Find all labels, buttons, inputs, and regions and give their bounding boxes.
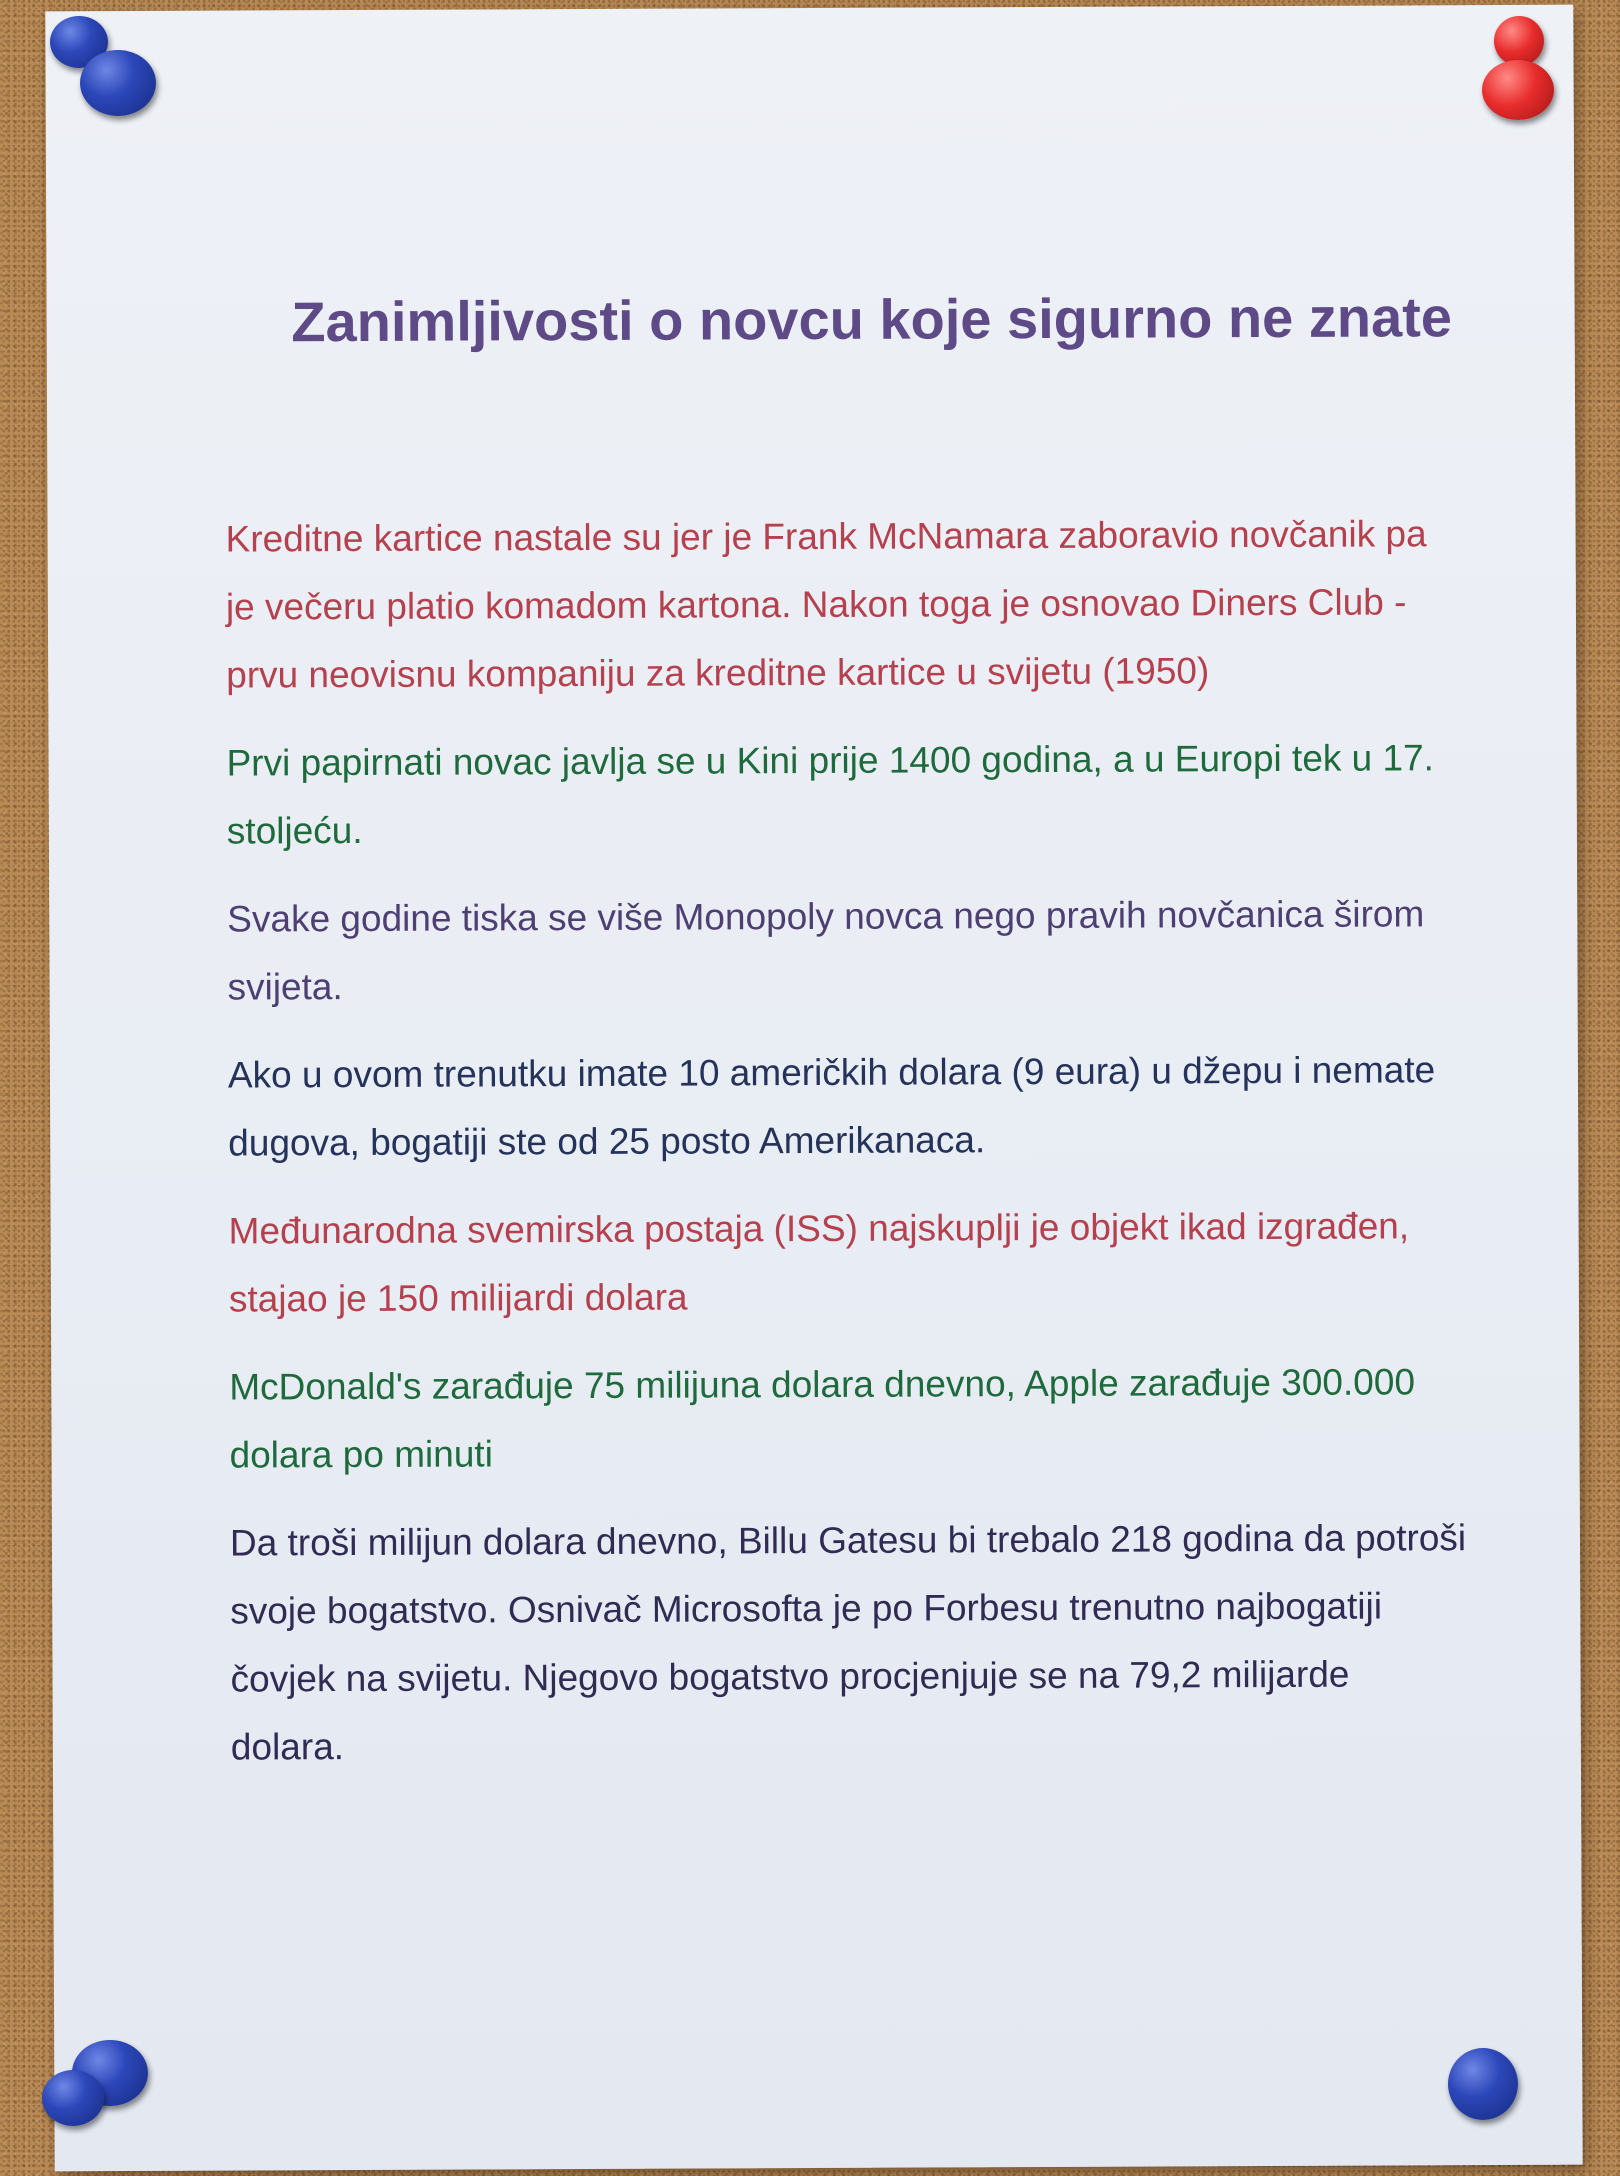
fact-iss-cost: Međunarodna svemirska postaja (ISS) najskuplji je objekt ikad izgrađen, stajao je 150 milijardi dolara (228, 1205, 1410, 1320)
pushpin-top-left-icon (50, 16, 160, 116)
facts-list (225, 500, 1471, 1801)
poster-sheet (45, 5, 1582, 2172)
fact-monopoly-money: Svake godine tiska se više Monopoly novca nego pravih novčanica širom svijeta. (227, 893, 1425, 1008)
fact-mcdonalds-apple: McDonald's zarađuje 75 milijuna dolara dnevno, Apple zarađuje 300.000 dolara po minuti (229, 1361, 1416, 1476)
pushpin-base (42, 2070, 104, 2126)
pushpin-bottom-left-icon (42, 2040, 148, 2130)
pushpin-head (1494, 16, 1544, 66)
pushpin-top-right-icon (1482, 16, 1556, 120)
fact-credit-cards: Kreditne kartice nastale su jer je Frank McNamara zaboravio novčanik pa je večeru platio komadom kartona. Nakon toga je osnovao Diners Club - prvu neovisnu kompaniju za kreditne kartice u svijetu (1950) (225, 513, 1427, 696)
pushpin-base (80, 50, 156, 116)
fact-paper-money: Prvi papirnati novac javlja se u Kini prije 1400 godina, a u Europi tek u 17. stoljeću. (226, 737, 1434, 852)
poster-title: Zanimljivosti o novcu koje sigurno ne znate (291, 285, 1453, 354)
pushpin-head (1448, 2048, 1518, 2120)
pushpin-bottom-right-icon (1448, 2048, 1520, 2122)
fact-bill-gates: Da troši milijun dolara dnevno, Billu Gatesu bi trebalo 218 godina da potroši svoje bogatstvo. Osnivač Microsofta je po Forbesu trenutno najbogatiji čovjek na svijetu. Njegovo bogatstvo procjenjuje se na 79,2 milijarde dolara. (229, 1517, 1467, 1768)
pushpin-base (1482, 60, 1554, 120)
fact-ten-dollars: Ako u ovom trenutku imate 10 američkih dolara (9 eura) u džepu i nemate dugova, bogatiji ste od 25 posto Amerikanaca. (227, 1049, 1436, 1164)
